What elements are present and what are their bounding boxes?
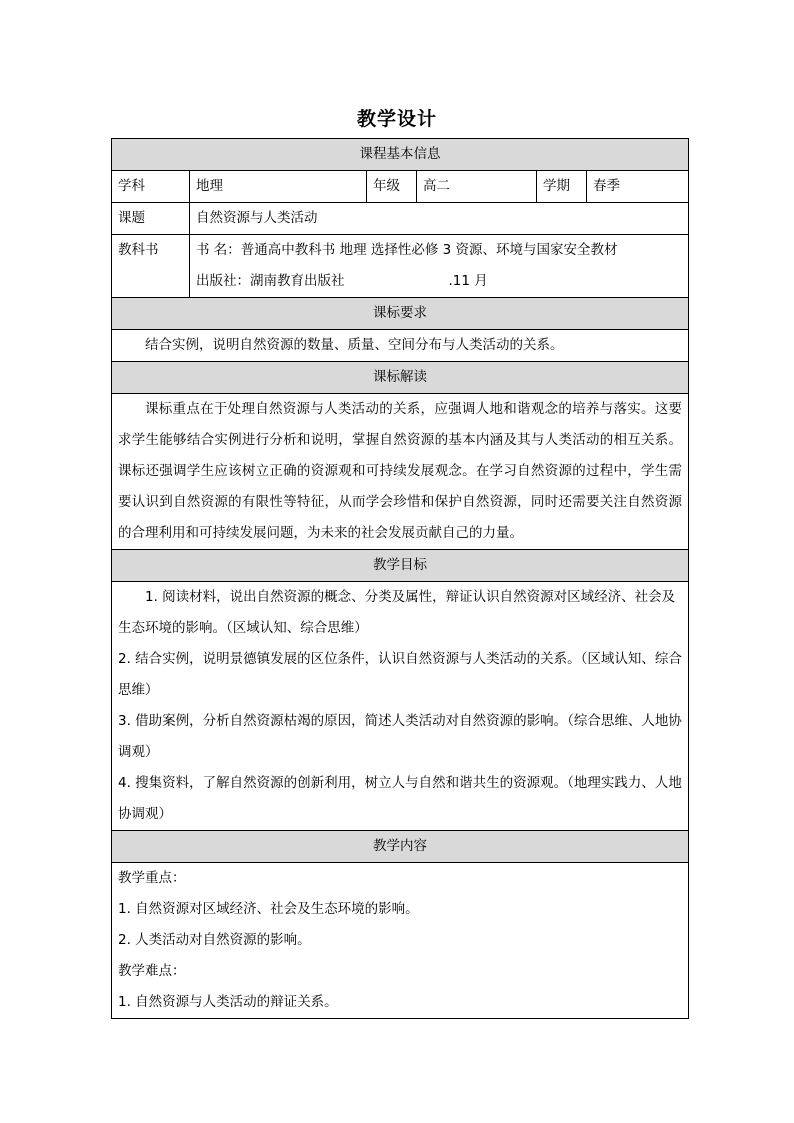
objectives-list	[112, 582, 689, 831]
textbook-info	[190, 235, 689, 298]
key-points-label: 教学重点：	[118, 870, 186, 886]
subject-value: 地理	[190, 171, 367, 203]
objective-item: 2. 结合实例，说明景德镇发展的区位条件，认识自然资源与人类活动的关系。（区域认知、综合思维）	[118, 651, 682, 698]
key-point-item: 1. 自然资源对区域经济、社会及生态环境的影响。	[118, 901, 419, 917]
textbook-date: .11 月	[448, 273, 488, 289]
interpretation-text: 课标重点在于处理自然资源与人类活动的关系，应强调人地和谐观念的培养与落实。这要求学生能够结合实例进行分析和说明，掌握自然资源的基本内涵及其与人类活动的相互关系。课标还强调学生应该树立正确的资源观和可持续发展观念。在学习自然资源的过程中，学生需要认识到自然资源的有限性等特征，从而学会珍惜和保护自然资源，同时还需要关注自然资源的合理利用和可持续发展问题，为未来的社会发展贡献自己的力量。	[112, 394, 689, 550]
grade-value: 高二	[417, 171, 537, 203]
content-body	[112, 863, 689, 1019]
objective-item: 1. 阅读材料，说出自然资源的概念、分类及属性，辩证认识自然资源对区域经济、社会及生态环境的影响。（区域认知、综合思维）	[118, 589, 676, 636]
standard-text: 结合实例，说明自然资源的数量、质量、空间分布与人类活动的关系。	[112, 330, 689, 362]
term-value: 春季	[587, 171, 689, 203]
textbook-publisher-line	[196, 266, 682, 297]
objective-item: 3. 借助案例，分析自然资源枯竭的原因，简述人类活动对自然资源的影响。（综合思维、人地协调观）	[118, 713, 682, 760]
textbook-publisher: 出版社：湖南教育出版社	[196, 273, 345, 289]
term-label: 学期	[537, 171, 587, 203]
objective-item: 4. 搜集资料，了解自然资源的创新利用，树立人与自然和谐共生的资源观。（地理实践力、人地协调观）	[118, 775, 682, 822]
objectives-header: 教学目标	[112, 550, 689, 582]
textbook-label: 教科书	[112, 235, 190, 298]
topic-label: 课题	[112, 203, 190, 235]
textbook-title-line: 书 名：普通高中教科书 地理 选择性必修 3 资源、环境与国家安全教材	[196, 242, 618, 258]
basic-info-header: 课程基本信息	[112, 139, 689, 171]
grade-label: 年级	[367, 171, 417, 203]
content-header: 教学内容	[112, 831, 689, 863]
subject-label: 学科	[112, 171, 190, 203]
interpretation-header: 课标解读	[112, 362, 689, 394]
difficult-points-label: 教学难点：	[118, 963, 186, 979]
lesson-plan-table	[111, 138, 689, 1019]
key-point-item: 2. 人类活动对自然资源的影响。	[118, 932, 311, 948]
standard-header: 课标要求	[112, 298, 689, 330]
difficult-point-item: 1. 自然资源与人类活动的辩证关系。	[118, 994, 338, 1010]
topic-value: 自然资源与人类活动	[190, 203, 689, 235]
document-title: 教学设计	[356, 108, 437, 130]
